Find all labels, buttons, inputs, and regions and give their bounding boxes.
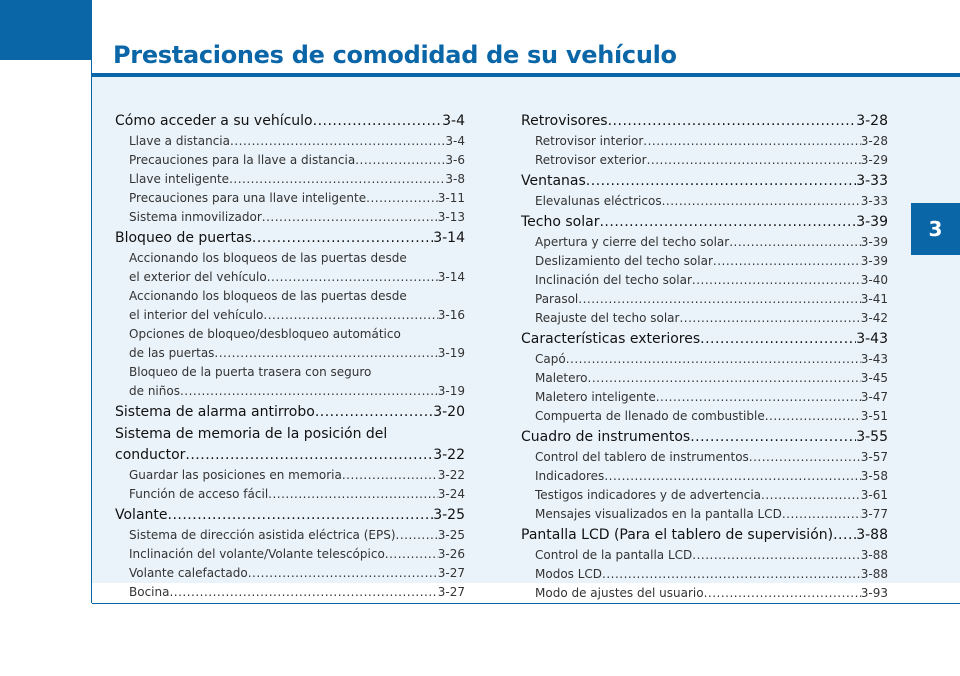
toc-page-number: 3-20 [433, 404, 465, 420]
toc-entry-label: Precauciones para una llave inteligente [129, 191, 367, 205]
toc-section-entry[interactable] [115, 227, 465, 249]
toc-entry-label: Mensajes visualizados en la pantalla LCD [535, 507, 782, 521]
toc-page-number: 3-61 [860, 488, 888, 502]
toc-entry-label: Guardar las posiciones en memoria [129, 468, 342, 482]
toc-subentry[interactable] [521, 486, 888, 505]
dot-leader [662, 192, 861, 211]
toc-entry-label: Volante calefactado [129, 566, 248, 580]
dot-leader [647, 151, 861, 170]
dot-leader [704, 584, 861, 603]
toc-entry-label: de las puertas [129, 346, 215, 360]
toc-subentry[interactable] [521, 467, 888, 486]
toc-column-left [115, 110, 465, 602]
toc-page-number: 3-55 [856, 429, 888, 445]
dot-leader [180, 382, 438, 401]
toc-page-number: 3-28 [860, 134, 888, 148]
dot-leader [643, 132, 861, 151]
toc-entry-label: Llave inteligente [129, 172, 230, 186]
toc-entry-label: Apertura y cierre del techo solar [535, 235, 730, 249]
toc-page-number: 3-11 [437, 191, 465, 205]
toc-entry-label: el exterior del vehículo [129, 270, 267, 284]
dot-leader [608, 110, 857, 132]
dot-leader [168, 504, 434, 526]
toc-subentry[interactable] [521, 350, 888, 369]
dot-leader [355, 151, 445, 170]
corner-accent-block [0, 0, 91, 60]
toc-subentry[interactable] [521, 309, 888, 328]
dot-leader [765, 407, 861, 426]
dot-leader [761, 486, 861, 505]
dot-leader [252, 227, 433, 249]
toc-section-entry[interactable] [115, 110, 465, 132]
toc-entry-label: Inclinación del techo solar [535, 273, 692, 287]
dot-leader [396, 526, 438, 545]
toc-section-entry[interactable] [115, 504, 465, 526]
dot-leader [690, 426, 856, 448]
toc-page-number: 3-16 [437, 308, 465, 322]
toc-page-number: 3-47 [860, 390, 888, 404]
toc-page-number: 3-28 [856, 113, 888, 129]
dot-leader [385, 545, 438, 564]
toc-subentry[interactable] [115, 564, 465, 583]
dot-leader [185, 444, 433, 466]
toc-subentry[interactable] [521, 233, 888, 252]
toc-entry-label: de niños [129, 384, 180, 398]
toc-entry-label: Modos LCD [535, 567, 603, 581]
dot-leader [230, 132, 445, 151]
toc-subentry[interactable] [115, 189, 465, 208]
toc-page-number: 3-33 [860, 194, 888, 208]
dot-leader [342, 466, 438, 485]
toc-section-entry[interactable] [521, 110, 888, 132]
toc-subentry[interactable] [115, 583, 465, 602]
toc-subentry[interactable] [115, 382, 465, 401]
toc-page-number: 3-14 [433, 230, 465, 246]
toc-section-entry[interactable] [521, 524, 888, 546]
toc-page-number: 3-58 [860, 469, 888, 483]
dot-leader [692, 546, 860, 565]
dot-leader [599, 211, 856, 233]
toc-entry-label: Control de la pantalla LCD [535, 548, 693, 562]
dot-leader [169, 583, 437, 602]
toc-page-number: 3-88 [860, 548, 888, 562]
toc-entry-label: Elevalunas eléctricos [535, 194, 662, 208]
toc-subentry[interactable] [115, 268, 465, 287]
toc-entry-label: Sistema inmovilizador [129, 210, 262, 224]
dot-leader [267, 268, 438, 287]
toc-page-number: 3-4 [442, 113, 465, 129]
toc-entry-label: Características exteriores [521, 331, 701, 347]
footer-rule [92, 603, 960, 604]
dot-leader [262, 208, 438, 227]
toc-subentry[interactable] [521, 151, 888, 170]
toc-entry-label: conductor [115, 447, 186, 463]
toc-column-right [521, 110, 888, 603]
toc-entry-label: Bocina [129, 585, 170, 599]
toc-entry-label: Retrovisor interior [535, 134, 644, 148]
toc-page-number: 3-43 [860, 352, 888, 366]
dot-leader [214, 344, 437, 363]
toc-page-number: 3-43 [856, 331, 888, 347]
toc-entry-first-line: Accionando los bloqueos de las puertas desde [129, 289, 407, 303]
toc-entry-label: Inclinación del volante/Volante telescópico [129, 547, 385, 561]
dot-leader [729, 233, 861, 252]
toc-page-number: 3-22 [433, 447, 465, 463]
toc-section-entry[interactable] [115, 401, 465, 423]
toc-page-number: 3-25 [437, 528, 465, 542]
dot-leader [604, 467, 860, 486]
toc-entry-label: Retrovisores [521, 113, 608, 129]
dot-leader [602, 565, 861, 584]
toc-subentry[interactable] [521, 252, 888, 271]
toc-entry-label: Sistema de alarma antirrobo [115, 404, 315, 420]
dot-leader [566, 350, 861, 369]
toc-page-number: 3-13 [437, 210, 465, 224]
toc-entry-first-line: Opciones de bloqueo/desbloqueo automático [129, 327, 401, 341]
toc-page-number: 3-40 [860, 273, 888, 287]
toc-entry-label: Maletero [535, 371, 588, 385]
toc-section-entry[interactable] [115, 444, 465, 466]
toc-subentry[interactable] [521, 132, 888, 151]
dot-leader [366, 189, 438, 208]
toc-entry-label: Techo solar [521, 214, 600, 230]
toc-entry-first-line: Accionando los bloqueos de las puertas desde [129, 251, 407, 265]
toc-entry-first-line: Bloqueo de la puerta trasera con seguro [129, 365, 372, 379]
toc-page-number: 3-33 [856, 173, 888, 189]
toc-page-number: 3-6 [445, 153, 465, 167]
dot-leader [248, 564, 438, 583]
toc-entry-label: Cómo acceder a su vehículo [115, 113, 313, 129]
toc-subentry[interactable] [115, 466, 465, 485]
toc-subentry[interactable] [115, 306, 465, 325]
toc-entry-label: Indicadores [535, 469, 605, 483]
toc-entry-label: Testigos indicadores y de advertencia [535, 488, 762, 502]
dot-leader [229, 170, 445, 189]
toc-subentry[interactable] [521, 388, 888, 407]
chapter-tab[interactable] [911, 203, 960, 255]
toc-subentry[interactable] [521, 546, 888, 565]
toc-page-number: 3-4 [445, 134, 465, 148]
toc-subentry[interactable] [521, 192, 888, 211]
dot-leader [782, 505, 861, 524]
toc-page-number: 3-42 [860, 311, 888, 325]
chapter-number: 3 [928, 217, 943, 241]
toc-entry-label: Capó [535, 352, 566, 366]
toc-page-number: 3-24 [437, 487, 465, 501]
toc-page-number: 3-88 [860, 567, 888, 581]
toc-entry-label: Volante [115, 507, 168, 523]
toc-page-number: 3-39 [856, 214, 888, 230]
toc-subentry[interactable] [115, 208, 465, 227]
toc-subentry[interactable] [521, 369, 888, 388]
dot-leader [578, 290, 861, 309]
toc-subentry[interactable] [521, 407, 888, 426]
toc-page-number: 3-22 [437, 468, 465, 482]
toc-page-number: 3-27 [437, 566, 465, 580]
toc-entry-label: Compuerta de llenado de combustible [535, 409, 765, 423]
toc-entry-label: Ventanas [521, 173, 586, 189]
toc-entry-label: Parasol [535, 292, 579, 306]
toc-page-number: 3-93 [860, 586, 888, 600]
toc-entry-label: Cuadro de instrumentos [521, 429, 691, 445]
toc-page-number: 3-26 [437, 547, 465, 561]
dot-leader [692, 271, 861, 290]
toc-page-number: 3-14 [437, 270, 465, 284]
toc-page-number: 3-29 [860, 153, 888, 167]
toc-entry-label: Función de acceso fácil [129, 487, 269, 501]
dot-leader [656, 388, 861, 407]
toc-entry-label: Precauciones para la llave a distancia [129, 153, 356, 167]
toc-entry-label: Pantalla LCD (Para el tablero de supervisión) [521, 527, 834, 543]
toc-page-number: 3-57 [860, 450, 888, 464]
dot-leader [713, 252, 861, 271]
toc-page-number: 3-51 [860, 409, 888, 423]
toc-entry-label: Reajuste del techo solar [535, 311, 680, 325]
toc-subentry[interactable] [521, 565, 888, 584]
toc-page-number: 3-41 [860, 292, 888, 306]
toc-entry-label: Bloqueo de puertas [115, 230, 252, 246]
toc-subentry[interactable] [521, 271, 888, 290]
toc-subentry[interactable] [115, 526, 465, 545]
dot-leader [263, 306, 437, 325]
toc-entry-label: Retrovisor exterior [535, 153, 647, 167]
toc-entry-label: el interior del vehículo [129, 308, 264, 322]
dot-leader [700, 328, 856, 350]
dot-leader [749, 448, 861, 467]
toc-section-entry[interactable] [521, 426, 888, 448]
toc-page-number: 3-27 [437, 585, 465, 599]
toc-section-entry[interactable] [521, 328, 888, 350]
toc-page-number: 3-39 [860, 254, 888, 268]
toc-section-entry[interactable] [521, 170, 888, 192]
toc-subentry[interactable] [521, 584, 888, 603]
toc-entry-label: Modo de ajustes del usuario [535, 586, 704, 600]
dot-leader [268, 485, 438, 504]
toc-subentry[interactable] [521, 290, 888, 309]
toc-subentry[interactable] [521, 448, 888, 467]
page-title: Prestaciones de comodidad de su vehículo [113, 41, 677, 69]
dot-leader [315, 401, 433, 423]
toc-page-number: 3-19 [437, 346, 465, 360]
toc-entry-label: Sistema de dirección asistida eléctrica (EPS) [129, 528, 396, 542]
toc-subentry[interactable] [115, 485, 465, 504]
dot-leader [586, 170, 856, 192]
toc-entry-label: Control del tablero de instrumentos [535, 450, 749, 464]
dot-leader [833, 524, 856, 546]
toc-subentry[interactable] [115, 151, 465, 170]
dot-leader [313, 110, 443, 132]
toc-subentry[interactable] [115, 170, 465, 189]
toc-entry-label: Llave a distancia [129, 134, 230, 148]
toc-subentry[interactable] [115, 132, 465, 151]
dot-leader [588, 369, 861, 388]
dot-leader [679, 309, 860, 328]
toc-entry-first-line: Sistema de memoria de la posición del [115, 426, 388, 442]
toc-page-number: 3-25 [433, 507, 465, 523]
toc-page-number: 3-19 [437, 384, 465, 398]
toc-page-number: 3-8 [445, 172, 465, 186]
toc-subentry[interactable] [115, 545, 465, 564]
toc-subentry[interactable] [521, 505, 888, 524]
toc-page-number: 3-88 [856, 527, 888, 543]
toc-subentry[interactable] [115, 344, 465, 363]
toc-page-number: 3-77 [860, 507, 888, 521]
toc-section-entry[interactable] [521, 211, 888, 233]
toc-page-number: 3-45 [860, 371, 888, 385]
toc-entry-label: Deslizamiento del techo solar [535, 254, 713, 268]
toc-entry-label: Maletero inteligente [535, 390, 656, 404]
toc-page-number: 3-39 [860, 235, 888, 249]
